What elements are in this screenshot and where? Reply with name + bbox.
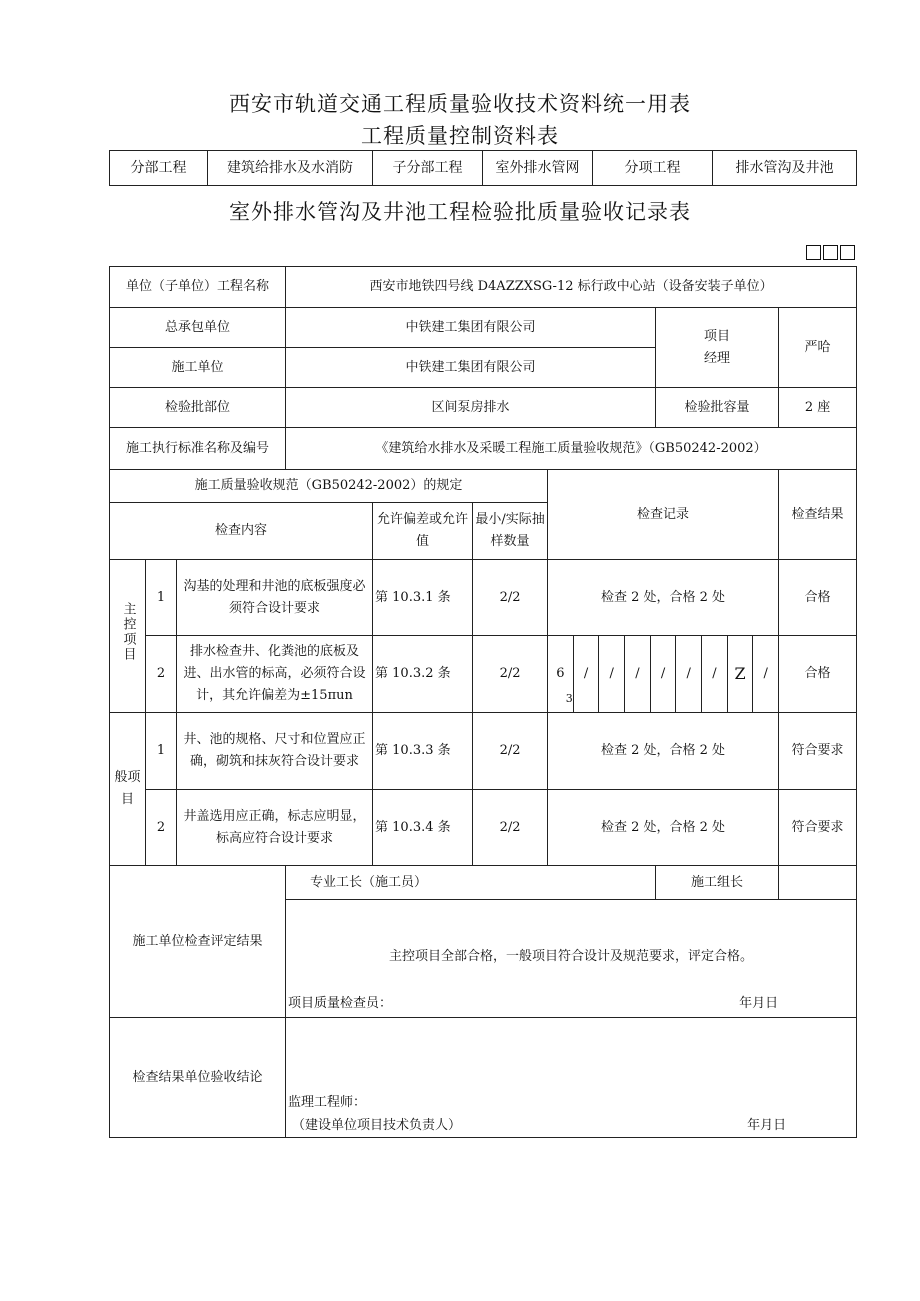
project-manager-value: 严哈 xyxy=(779,308,857,388)
contractor-label: 总承包单位 xyxy=(110,308,286,348)
tick-cell-4: / xyxy=(624,636,650,712)
check-record-header: 检查记录 xyxy=(548,470,779,560)
header-subdivision-value: 室外排水管网 xyxy=(483,151,593,186)
standard-label: 施工执行标准名称及编号 xyxy=(110,428,286,470)
row-1-sample: 2/2 xyxy=(473,560,548,636)
row-1-clause: 第 10.3.1 条 xyxy=(373,560,473,636)
check-result-header: 检查结果 xyxy=(779,470,857,560)
foreman-label: 专业工长（施工员） xyxy=(286,866,656,900)
main-title: 西安市轨道交通工程质量验收技术资料统一用表 xyxy=(229,92,691,116)
row-3-result: 符合要求 xyxy=(779,713,857,790)
row-4-content: 井盖选用应正确，标志应明显，标高应符合设计要求 xyxy=(177,790,373,866)
row-2-record xyxy=(548,636,779,713)
tick-cell-2: / xyxy=(573,636,599,712)
checkbox-group xyxy=(804,244,855,265)
row-3-clause: 第 10.3.3 条 xyxy=(373,713,473,790)
engineer-label: 监理工程师： xyxy=(288,1095,367,1110)
batch-capacity-label: 检验批容量 xyxy=(656,388,779,428)
row-1-result: 合格 xyxy=(779,560,857,636)
header-subdivision-label: 子分部工程 xyxy=(373,151,483,186)
tick-cell-7: / xyxy=(701,636,727,712)
batch-capacity-value: 2 座 xyxy=(779,388,857,428)
standard-value: 《建筑给水排水及采暖工程施工质量验收规范》（GB50242-2002） xyxy=(286,428,857,470)
tick-cell-9: / xyxy=(752,636,778,712)
checkbox-1[interactable] xyxy=(806,245,821,260)
row-3-no: 1 xyxy=(146,713,177,790)
header-division-value: 建筑给排水及水消防 xyxy=(208,151,373,186)
eval-label: 施工单位检查评定结果 xyxy=(110,866,286,1018)
leader-label: 施工组长 xyxy=(656,866,779,900)
general-group-label: 般项目 xyxy=(110,713,146,866)
row-3-content: 井、池的规格、尺寸和位置应正确，砌筑和抹灰符合设计要求 xyxy=(177,713,373,790)
check-content-header: 检查内容 xyxy=(110,503,373,560)
tick-cell-8: Z xyxy=(727,636,753,712)
tick-cell-3: / xyxy=(598,636,624,712)
eval-date: 年月日 xyxy=(739,996,779,1011)
row-1-content: 沟基的处理和井池的底板强度必须符合设计要求 xyxy=(177,560,373,636)
main-group-label: 主控项目 xyxy=(110,560,146,713)
project-manager-label: 项目 经理 xyxy=(656,308,779,388)
accept-date: 年月日 xyxy=(747,1118,787,1133)
row-4-result: 符合要求 xyxy=(779,790,857,866)
row-2-result: 合格 xyxy=(779,636,857,713)
row-1-no: 1 xyxy=(146,560,177,636)
batch-part-label: 检验批部位 xyxy=(110,388,286,428)
row-4-no: 2 xyxy=(146,790,177,866)
leader-value xyxy=(779,866,857,900)
contractor-value: 中铁建工集团有限公司 xyxy=(286,308,656,348)
inspection-table xyxy=(109,266,857,1138)
row-2-no: 2 xyxy=(146,636,177,713)
batch-part-value: 区间泵房排水 xyxy=(286,388,656,428)
sample-header: 最小/实际抽样数量 xyxy=(473,503,548,560)
row-1-record: 检查 2 处，合格 2 处 xyxy=(548,560,779,636)
sub-title: 工程质量控制资料表 xyxy=(361,124,559,148)
row-3-record: 检查 2 处，合格 2 处 xyxy=(548,713,779,790)
owner-label: （建设单位项目技术负责人） xyxy=(292,1118,462,1133)
record-title: 室外排水管沟及井池工程检验批质量验收记录表 xyxy=(229,200,691,224)
row-4-sample: 2/2 xyxy=(473,790,548,866)
accept-label: 检查结果单位验收结论 xyxy=(110,1018,286,1138)
tick-cell-1: 6 3 xyxy=(556,666,573,705)
row-4-record: 检查 2 处，合格 2 处 xyxy=(548,790,779,866)
unit-name-value: 西安市地铁四号线 D4AZZXSG-12 标行政中心站（设备安装子单位） xyxy=(286,267,857,308)
inspector-label: 项目质量检查员： xyxy=(288,996,393,1011)
tick-cell-6: / xyxy=(675,636,701,712)
checkbox-3[interactable] xyxy=(840,245,855,260)
header-division-label: 分部工程 xyxy=(110,151,208,186)
builder-label: 施工单位 xyxy=(110,348,286,388)
row-2-content: 排水检查井、化粪池的底板及进、出水管的标高，必须符合设计，其允许偏差为±15πun xyxy=(177,636,373,713)
header-item-value: 排水管沟及井池 xyxy=(713,151,857,186)
eval-content xyxy=(286,900,857,1018)
accept-content xyxy=(286,1018,857,1138)
spec-rule: 施工质量验收规范（GB50242-2002）的规定 xyxy=(110,470,548,503)
header-item-label: 分项工程 xyxy=(593,151,713,186)
row-2-sample: 2/2 xyxy=(473,636,548,713)
builder-value: 中铁建工集团有限公司 xyxy=(286,348,656,388)
unit-name-label: 单位（子单位）工程名称 xyxy=(110,267,286,308)
checkbox-2[interactable] xyxy=(823,245,838,260)
tick-cell-5: / xyxy=(650,636,676,712)
row-2-clause: 第 10.3.2 条 xyxy=(373,636,473,713)
row-3-sample: 2/2 xyxy=(473,713,548,790)
eval-conclusion: 主控项目全部合格，一般项目符合设计及规范要求，评定合格。 xyxy=(389,949,754,964)
header-table xyxy=(109,150,857,186)
row-4-clause: 第 10.3.4 条 xyxy=(373,790,473,866)
tolerance-header: 允许偏差或允许值 xyxy=(373,503,473,560)
